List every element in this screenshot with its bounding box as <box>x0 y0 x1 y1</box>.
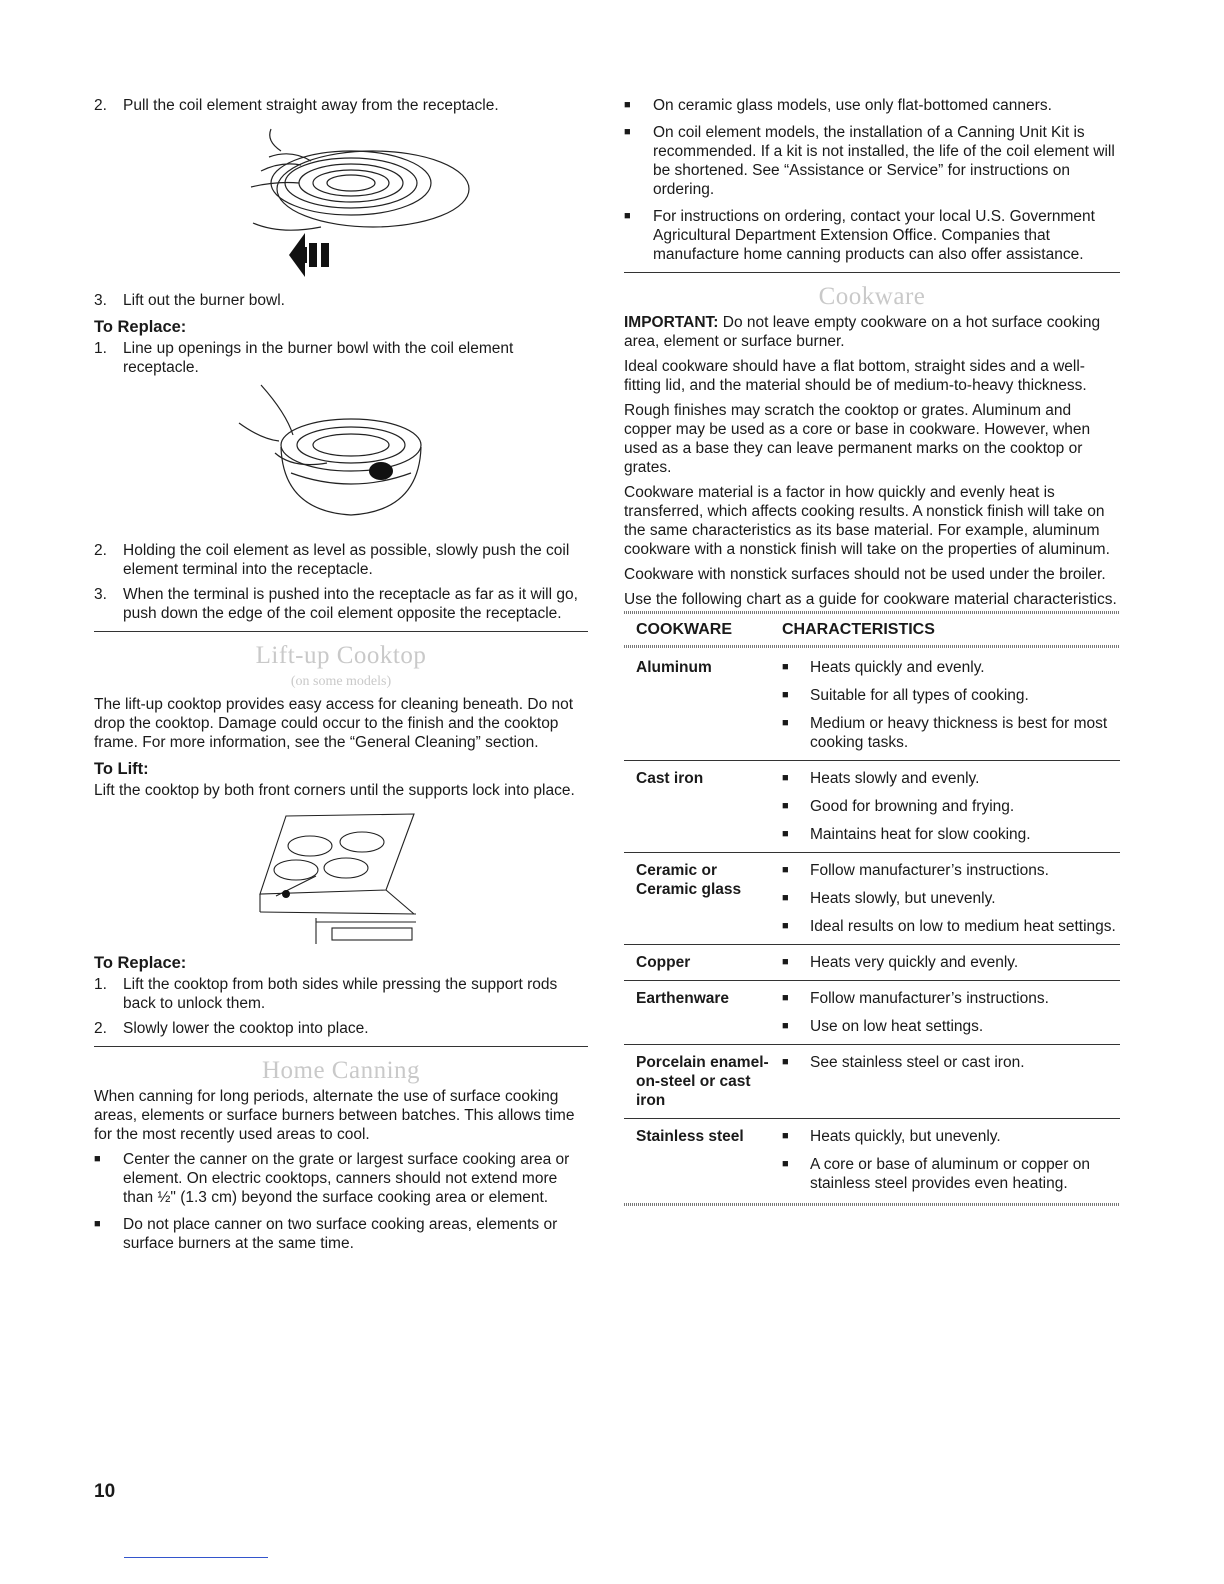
bullet-icon: ■ <box>782 956 789 968</box>
table-row <box>624 761 1120 853</box>
column-header-characteristics: CHARACTERISTICS <box>782 621 935 638</box>
list-item <box>624 123 1120 199</box>
bullet-icon: ■ <box>782 1056 789 1068</box>
step-number: 1. <box>94 976 107 993</box>
step-number: 2. <box>94 97 107 114</box>
cookware-name: Copper <box>624 945 782 981</box>
bullet-icon: ■ <box>624 210 631 222</box>
characteristic-item <box>782 686 1120 705</box>
remove-step-2 <box>94 96 588 115</box>
bullet-text: Center the canner on the grate or largest surface cooking area or element. On electric cooktops, canners should not extend more than ½" (1.3 cm) beyond the surface cooking area or element. <box>123 1151 570 1206</box>
lift-replace-step-1 <box>94 975 588 1013</box>
table-row <box>624 1119 1120 1202</box>
characteristic-text: Medium or heavy thickness is best for most cooking tasks. <box>810 715 1108 751</box>
characteristic-item <box>782 1017 1120 1036</box>
lift-up-cooktop-title: Lift-up Cooktop <box>255 642 427 669</box>
bullet-icon: ■ <box>782 661 789 673</box>
characteristic-item <box>782 1155 1120 1193</box>
table-row <box>624 1045 1120 1119</box>
characteristic-item <box>782 714 1120 752</box>
footer-line <box>124 1557 268 1558</box>
lift-up-cooktop-body: The lift-up cooktop provides easy access for cleaning beneath. Do not drop the cooktop. Damage could occur to the finish and the cooktop frame. For more information, see the “General Cleaning” section. <box>94 696 574 751</box>
characteristic-item <box>782 1053 1120 1072</box>
characteristic-text: Maintains heat for slow cooking. <box>810 826 1031 843</box>
characteristics-cell <box>782 761 1120 853</box>
table-row <box>624 650 1120 761</box>
right-column <box>624 96 1120 1208</box>
replace-step-2 <box>94 541 588 579</box>
characteristics-cell <box>782 650 1120 761</box>
characteristic-text: Heats slowly and evenly. <box>810 770 980 787</box>
bullet-icon: ■ <box>782 864 789 876</box>
table-row <box>624 945 1120 981</box>
header-divider <box>624 645 1120 648</box>
section-divider <box>94 1046 588 1047</box>
characteristic-text: See stainless steel or cast iron. <box>810 1054 1025 1071</box>
lift-cooktop-illustration <box>256 806 426 946</box>
bullet-icon: ■ <box>624 126 631 138</box>
home-canning-title: Home Canning <box>261 1057 421 1084</box>
characteristic-text: Heats slowly, but unevenly. <box>810 890 996 907</box>
page-number: 10 <box>94 1481 116 1502</box>
characteristic-text: A core or base of aluminum or copper on stainless steel provides even heating. <box>810 1156 1091 1192</box>
characteristic-item <box>782 1127 1120 1146</box>
characteristic-item <box>782 889 1120 908</box>
column-header-cookware: COOKWARE <box>636 621 732 638</box>
step-number: 1. <box>94 340 107 357</box>
important-label: IMPORTANT: <box>624 314 719 331</box>
step-number: 3. <box>94 292 107 309</box>
to-lift-text: Lift the cooktop by both front corners until the supports lock into place. <box>94 782 575 799</box>
characteristics-cell <box>782 1045 1120 1119</box>
bullet-icon: ■ <box>782 828 789 840</box>
bullet-icon: ■ <box>782 1130 789 1142</box>
characteristic-text: Use on low heat settings. <box>810 1018 984 1035</box>
list-item <box>624 207 1120 264</box>
step-text: Lift out the burner bowl. <box>123 292 285 309</box>
to-replace-heading: To Replace: <box>94 318 187 336</box>
left-column <box>94 96 588 1261</box>
characteristics-cell <box>782 1119 1120 1202</box>
list-item <box>624 96 1120 115</box>
step-text: Pull the coil element straight away from the receptacle. <box>123 97 499 114</box>
remove-step-3 <box>94 291 588 310</box>
characteristic-item <box>782 797 1120 816</box>
characteristics-cell <box>782 853 1120 945</box>
characteristic-item <box>782 769 1120 788</box>
step-text: When the terminal is pushed into the receptacle as far as it will go, push down the edge of the coil element opposite the receptacle. <box>123 586 578 622</box>
bullet-icon: ■ <box>782 992 789 1004</box>
replace-step-3 <box>94 585 588 623</box>
section-divider <box>94 631 588 632</box>
bullet-text: On coil element models, the installation of a Canning Unit Kit is recommended. If a kit is not installed, the life of the coil element will be shortened. See “Assistance or Service” for instructions on ordering. <box>653 124 1115 198</box>
replace-step-1 <box>94 339 588 377</box>
bullet-icon: ■ <box>782 1158 789 1170</box>
bullet-icon: ■ <box>782 689 789 701</box>
characteristics-cell <box>782 981 1120 1045</box>
important-text: Do not leave empty cookware on a hot surface cooking area, element or surface burner. <box>624 314 1101 350</box>
cookware-paragraph: Cookware with nonstick surfaces should not be used under the broiler. <box>624 566 1106 583</box>
step-text: Line up openings in the burner bowl with the coil element receptacle. <box>123 340 514 376</box>
characteristic-item <box>782 825 1120 844</box>
to-lift-heading: To Lift: <box>94 760 149 778</box>
section-divider <box>624 272 1120 273</box>
cookware-title: Cookware <box>818 283 926 310</box>
cookware-paragraph: Cookware material is a factor in how quickly and evenly heat is transferred, which affects cooking results. A nonstick finish will take on the same characteristics as its base material. For example, aluminum cookware with a nonstick finish will take on the properties of aluminum. <box>624 484 1110 558</box>
table-header-row <box>624 616 1120 643</box>
characteristic-text: Heats quickly, but unevenly. <box>810 1128 1001 1145</box>
characteristic-item <box>782 989 1120 1008</box>
characteristic-item <box>782 953 1120 972</box>
table-top-border <box>624 611 1120 614</box>
cookware-name: Stainless steel <box>636 1128 744 1145</box>
table-bottom-border <box>624 1203 1120 1206</box>
cookware-name: Aluminum <box>624 650 782 761</box>
characteristic-text: Heats quickly and evenly. <box>810 659 985 676</box>
cookware-important <box>624 313 1120 351</box>
bullet-icon: ■ <box>624 99 631 111</box>
home-canning-body: When canning for long periods, alternate the use of surface cooking areas, elements or surface burners between batches. This allows time for the most recently used areas to cool. <box>94 1088 575 1143</box>
table-row <box>624 853 1120 945</box>
step-text: Lift the cooktop from both sides while pressing the support rods back to unlock them. <box>123 976 558 1012</box>
cookware-paragraph: Use the following chart as a guide for cookware material characteristics. <box>624 591 1117 608</box>
step-number: 2. <box>94 542 107 559</box>
characteristic-text: Suitable for all types of cooking. <box>810 687 1029 704</box>
table-row <box>624 981 1120 1045</box>
list-item <box>94 1215 588 1253</box>
characteristic-item <box>782 861 1120 880</box>
cookware-table <box>624 616 1120 1201</box>
step-number: 2. <box>94 1020 107 1037</box>
characteristic-item <box>782 917 1120 936</box>
bullet-icon: ■ <box>782 772 789 784</box>
bullet-text: Do not place canner on two surface cooking areas, elements or surface burners at the same time. <box>123 1216 558 1252</box>
bullet-icon: ■ <box>782 800 789 812</box>
characteristic-text: Ideal results on low to medium heat settings. <box>810 918 1116 935</box>
pull-coil-element-illustration <box>211 121 471 283</box>
cookware-paragraph: Rough finishes may scratch the cooktop or grates. Aluminum and copper may be used as a core or base in cookware. However, when used as a base they can leave permanent marks on the cooktop or grates. <box>624 402 1091 476</box>
list-item <box>94 1150 588 1207</box>
table-body <box>624 650 1120 1201</box>
lift-to-replace-heading: To Replace: <box>94 954 187 972</box>
cookware-paragraph: Ideal cookware should have a flat bottom, straight sides and a well-fitting lid, and the material should be of medium-to-heavy thickness. <box>624 358 1087 394</box>
lift-replace-step-2 <box>94 1019 588 1038</box>
bullet-text: For instructions on ordering, contact your local U.S. Government Agricultural Department Extension Office. Companies that manufacture home canning products can also offer assistance. <box>653 208 1095 263</box>
replace-burner-bowl-illustration <box>231 383 451 533</box>
cookware-name: Earthenware <box>624 981 782 1045</box>
step-text: Slowly lower the cooktop into place. <box>123 1020 369 1037</box>
bullet-icon: ■ <box>94 1153 101 1165</box>
cookware-name: Cast iron <box>624 761 782 853</box>
bullet-icon: ■ <box>782 717 789 729</box>
characteristic-item <box>782 658 1120 677</box>
lift-up-cooktop-note: (on some models) <box>290 674 392 689</box>
characteristic-text: Heats very quickly and evenly. <box>810 954 1019 971</box>
step-number: 3. <box>94 586 107 603</box>
bullet-text: On ceramic glass models, use only flat-bottomed canners. <box>653 97 1052 114</box>
characteristics-cell <box>782 945 1120 981</box>
cookware-name: Porcelain enamel-on-steel or cast iron <box>624 1045 782 1119</box>
cookware-name: Ceramic or Ceramic glass <box>624 853 782 945</box>
characteristic-text: Follow manufacturer’s instructions. <box>810 990 1049 1007</box>
bullet-icon: ■ <box>782 1020 789 1032</box>
bullet-icon: ■ <box>94 1218 101 1230</box>
characteristic-text: Good for browning and frying. <box>810 798 1015 815</box>
bullet-icon: ■ <box>782 920 789 932</box>
characteristic-text: Follow manufacturer’s instructions. <box>810 862 1049 879</box>
bullet-icon: ■ <box>782 892 789 904</box>
step-text: Holding the coil element as level as possible, slowly push the coil element terminal into the receptacle. <box>123 542 570 578</box>
